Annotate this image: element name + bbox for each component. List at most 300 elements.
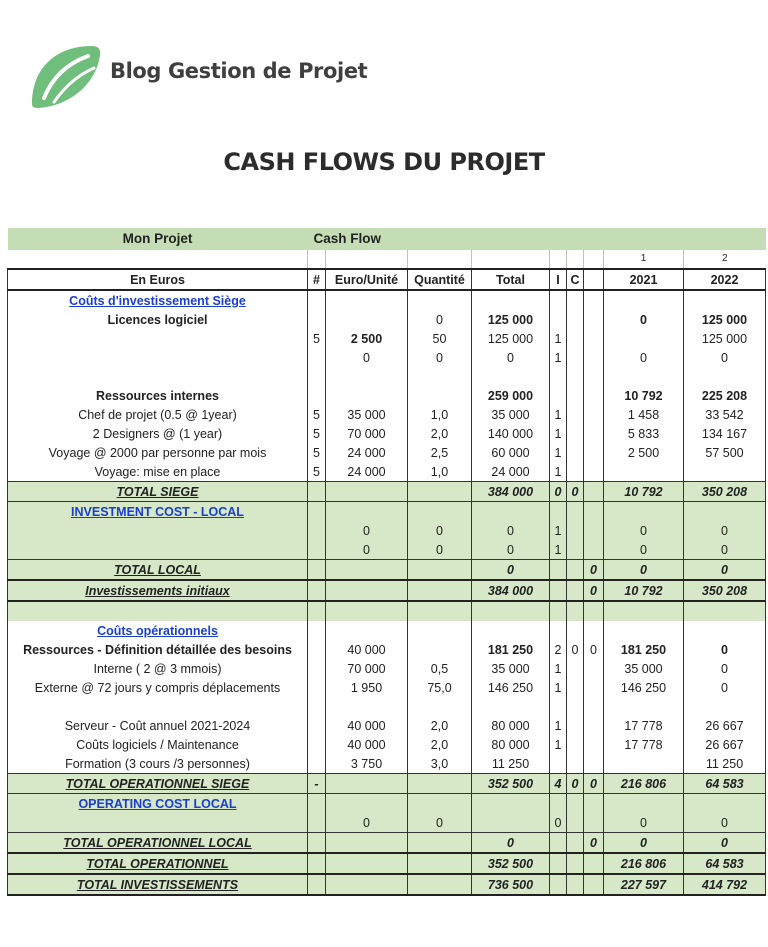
table-cell: Serveur - Coût annuel 2021-2024 [8, 716, 308, 735]
table-cell [550, 794, 567, 814]
table-row [8, 462, 766, 482]
table-cell[interactable]: Coûts opérationnels [8, 621, 308, 640]
table-cell: 1 [550, 521, 567, 540]
table-cell [567, 874, 584, 895]
table-cell: 1 458 [604, 405, 684, 424]
table-cell [584, 754, 604, 774]
project-name: Mon Projet [8, 228, 308, 250]
table-cell: 1 [550, 540, 567, 560]
table-row [8, 502, 766, 522]
table-cell [326, 621, 408, 640]
table-cell: 3,0 [408, 754, 472, 774]
table-cell: 5 [308, 443, 326, 462]
table-row [8, 678, 766, 697]
table-cell [550, 560, 567, 581]
table-cell [326, 560, 408, 581]
table-cell: 0 [472, 348, 550, 367]
table-cell [408, 853, 472, 874]
table-cell: 352 500 [472, 853, 550, 874]
table-cell [408, 640, 472, 659]
table-cell [308, 853, 326, 874]
table-cell [308, 367, 326, 386]
table-cell [8, 697, 308, 716]
table-cell: 0 [684, 540, 766, 560]
table-row [8, 716, 766, 735]
year-index-row [8, 250, 766, 269]
table-cell [584, 482, 604, 502]
table-cell: 0 [326, 813, 408, 833]
table-cell: 1 [550, 678, 567, 697]
table-cell: 2,5 [408, 443, 472, 462]
table-cell [584, 813, 604, 833]
table-cell [408, 794, 472, 814]
table-cell: 4 [550, 774, 567, 794]
table-cell: 0 [684, 813, 766, 833]
table-cell: Voyage: mise en place [8, 462, 308, 482]
table-cell: 0 [408, 813, 472, 833]
table-cell: 146 250 [472, 678, 550, 697]
table-cell: 181 250 [604, 640, 684, 659]
table-cell: 1 [550, 443, 567, 462]
table-cell [584, 386, 604, 405]
table-cell [584, 874, 604, 895]
table-cell [604, 329, 684, 348]
table-cell [604, 290, 684, 310]
table-cell: 1 [550, 348, 567, 367]
table-cell: 0 [604, 540, 684, 560]
table-cell [567, 521, 584, 540]
table-cell: 2,0 [408, 424, 472, 443]
table-cell: 80 000 [472, 716, 550, 735]
table-cell [684, 367, 766, 386]
table-cell [567, 540, 584, 560]
table-cell: 0 [684, 678, 766, 697]
column-header: Quantité [408, 269, 472, 290]
table-cell [472, 621, 550, 640]
table-cell [308, 621, 326, 640]
table-cell [584, 310, 604, 329]
table-cell: 1 [550, 424, 567, 443]
table-cell [8, 367, 308, 386]
table-cell: 125 000 [472, 310, 550, 329]
table-cell [604, 601, 684, 621]
table-top-header [8, 228, 766, 250]
table-cell: 125 000 [472, 329, 550, 348]
table-row [8, 290, 766, 310]
table-cell [408, 386, 472, 405]
table-cell [584, 462, 604, 482]
table-cell: 1 [550, 462, 567, 482]
table-cell [308, 813, 326, 833]
table-cell [308, 521, 326, 540]
table-cell [408, 290, 472, 310]
table-cell: 225 208 [684, 386, 766, 405]
table-cell [308, 678, 326, 697]
column-header: # [308, 269, 326, 290]
table-cell: 1 [550, 659, 567, 678]
table-cell[interactable]: INVESTMENT COST - LOCAL [8, 502, 308, 522]
table-cell [326, 601, 408, 621]
table-cell [684, 462, 766, 482]
table-cell: 736 500 [472, 874, 550, 895]
table-cell [472, 601, 550, 621]
table-cell: 146 250 [604, 678, 684, 697]
table-cell [584, 329, 604, 348]
table-cell [550, 290, 567, 310]
table-cell: 1 [550, 716, 567, 735]
table-cell: 350 208 [684, 482, 766, 502]
table-cell [8, 601, 308, 621]
table-cell [308, 735, 326, 754]
table-cell: 0 [326, 348, 408, 367]
table-cell: 0 [567, 774, 584, 794]
table-cell: 35 000 [326, 405, 408, 424]
table-cell [567, 601, 584, 621]
table-cell: 57 500 [684, 443, 766, 462]
table-cell [584, 424, 604, 443]
table-cell: 384 000 [472, 580, 550, 601]
table-cell [684, 697, 766, 716]
table-cell: 40 000 [326, 640, 408, 659]
table-cell [308, 716, 326, 735]
table-cell: 1 950 [326, 678, 408, 697]
table-cell: 0 [472, 521, 550, 540]
table-cell: 50 [408, 329, 472, 348]
table-cell [567, 560, 584, 581]
table-cell: TOTAL OPERATIONNEL LOCAL [8, 833, 308, 854]
table-cell [8, 813, 308, 833]
table-cell [567, 580, 584, 601]
table-cell [550, 310, 567, 329]
table-cell [567, 443, 584, 462]
table-row [8, 735, 766, 754]
table-cell [584, 621, 604, 640]
table-cell: 24 000 [326, 443, 408, 462]
table-cell [326, 833, 408, 854]
table-cell [684, 502, 766, 522]
table-cell [308, 697, 326, 716]
table-cell: Externe @ 72 jours y compris déplacements [8, 678, 308, 697]
table-cell [472, 367, 550, 386]
table-cell [308, 310, 326, 329]
table-cell [567, 813, 584, 833]
table-row [8, 560, 766, 581]
table-row [8, 443, 766, 462]
column-header [584, 269, 604, 290]
table-cell: 0 [584, 560, 604, 581]
table-cell [326, 367, 408, 386]
table-cell: 10 792 [604, 580, 684, 601]
table-cell [550, 580, 567, 601]
table-cell: Formation (3 cours /3 personnes) [8, 754, 308, 774]
table-cell: 2 500 [604, 443, 684, 462]
table-cell: 40 000 [326, 716, 408, 735]
table-cell [584, 735, 604, 754]
table-cell [567, 659, 584, 678]
table-cell: 0 [584, 833, 604, 854]
table-cell: 5 [308, 329, 326, 348]
table-cell [326, 482, 408, 502]
table-cell [308, 640, 326, 659]
table-cell [308, 601, 326, 621]
table-cell: 181 250 [472, 640, 550, 659]
table-cell [308, 794, 326, 814]
table-cell [604, 754, 684, 774]
table-cell [326, 874, 408, 895]
column-header: 2022 [684, 269, 766, 290]
table-cell: 0 [684, 560, 766, 581]
table-row [8, 697, 766, 716]
table-cell: 259 000 [472, 386, 550, 405]
table-cell [308, 540, 326, 560]
table-cell [308, 754, 326, 774]
table-cell [408, 874, 472, 895]
table-cell [550, 853, 567, 874]
table-row [8, 482, 766, 502]
table-cell [550, 367, 567, 386]
table-cell: 0 [408, 521, 472, 540]
table-cell: 35 000 [604, 659, 684, 678]
table-cell [326, 794, 408, 814]
table-cell: 0 [567, 640, 584, 659]
table-cell: 0 [408, 310, 472, 329]
cashflow-label: Cash Flow [308, 228, 766, 250]
column-header: Total [472, 269, 550, 290]
table-cell [472, 697, 550, 716]
table-cell [472, 794, 550, 814]
table-cell [408, 367, 472, 386]
table-cell [684, 601, 766, 621]
table-row [8, 853, 766, 874]
table-cell [584, 716, 604, 735]
table-cell [550, 621, 567, 640]
table-cell [584, 659, 604, 678]
table-cell[interactable]: Coûts d'investissement Siège [8, 290, 308, 310]
table-cell: 125 000 [684, 310, 766, 329]
table-cell [472, 502, 550, 522]
table-cell [567, 386, 584, 405]
table-cell [567, 735, 584, 754]
table-row [8, 329, 766, 348]
table-cell [550, 601, 567, 621]
table-cell: 26 667 [684, 735, 766, 754]
table-cell [408, 697, 472, 716]
table-cell: 1 [550, 329, 567, 348]
table-cell [684, 621, 766, 640]
table-cell: 0,5 [408, 659, 472, 678]
column-header: 2021 [604, 269, 684, 290]
table-row [8, 521, 766, 540]
table-cell: 2 500 [326, 329, 408, 348]
table-cell [567, 502, 584, 522]
table-cell: 64 583 [684, 774, 766, 794]
table-cell [567, 621, 584, 640]
table-cell [604, 367, 684, 386]
table-cell [567, 310, 584, 329]
table-cell [408, 502, 472, 522]
table-cell [408, 601, 472, 621]
column-header-row [8, 269, 766, 290]
table-cell: 216 806 [604, 774, 684, 794]
table-cell: 5 833 [604, 424, 684, 443]
table-row [8, 874, 766, 895]
table-cell: 60 000 [472, 443, 550, 462]
table-cell: Voyage @ 2000 par personne par mois [8, 443, 308, 462]
table-cell [408, 774, 472, 794]
table-cell: 352 500 [472, 774, 550, 794]
table-cell [604, 621, 684, 640]
table-cell [326, 502, 408, 522]
table-cell [326, 580, 408, 601]
table-cell: Coûts logiciels / Maintenance [8, 735, 308, 754]
table-cell: 35 000 [472, 659, 550, 678]
table-cell [684, 794, 766, 814]
table-cell: 0 [604, 310, 684, 329]
table-cell [308, 580, 326, 601]
table-row [8, 386, 766, 405]
table-cell: 2,0 [408, 735, 472, 754]
column-header: En Euros [8, 269, 308, 290]
table-cell [550, 697, 567, 716]
table-cell: 1,0 [408, 462, 472, 482]
table-cell [567, 348, 584, 367]
table-row [8, 424, 766, 443]
table-cell: 17 778 [604, 735, 684, 754]
page-title: CASH FLOWS DU PROJET [223, 148, 545, 176]
brand-name: Blog Gestion de Projet [110, 59, 368, 83]
table-cell [308, 386, 326, 405]
table-cell [604, 794, 684, 814]
table-cell: 0 [684, 521, 766, 540]
table-cell [567, 424, 584, 443]
table-row [8, 310, 766, 329]
table-cell [472, 813, 550, 833]
table-cell [604, 502, 684, 522]
table-cell [684, 290, 766, 310]
column-header: C [567, 269, 584, 290]
table-cell [326, 853, 408, 874]
table-cell [308, 290, 326, 310]
table-row [8, 640, 766, 659]
table-cell: 80 000 [472, 735, 550, 754]
table-cell [584, 794, 604, 814]
cashflow-table [7, 228, 766, 896]
table-cell: 5 [308, 424, 326, 443]
table-cell: 414 792 [684, 874, 766, 895]
table-cell: 3 750 [326, 754, 408, 774]
table-cell [550, 874, 567, 895]
table-cell [567, 290, 584, 310]
table-cell [567, 329, 584, 348]
table-cell: 0 [684, 640, 766, 659]
table-cell: 2 [550, 640, 567, 659]
table-cell: Chef de projet (0.5 @ 1year) [8, 405, 308, 424]
table-cell [308, 560, 326, 581]
table-cell: 0 [550, 482, 567, 502]
table-cell: 5 [308, 462, 326, 482]
table-cell [584, 367, 604, 386]
table-cell: 0 [472, 540, 550, 560]
table-cell: TOTAL LOCAL [8, 560, 308, 581]
table-row [8, 833, 766, 854]
table-row [8, 621, 766, 640]
table-row [8, 659, 766, 678]
table-cell: 0 [326, 521, 408, 540]
table-cell: 11 250 [684, 754, 766, 774]
table-cell: 384 000 [472, 482, 550, 502]
table-cell [308, 502, 326, 522]
year-index-1: 1 [604, 250, 684, 269]
table-row [8, 540, 766, 560]
table-cell: 134 167 [684, 424, 766, 443]
table-cell: 40 000 [326, 735, 408, 754]
table-cell [567, 697, 584, 716]
table-cell [567, 794, 584, 814]
table-cell: 0 [584, 774, 604, 794]
table-row [8, 794, 766, 814]
table-cell [584, 502, 604, 522]
table-cell: 33 542 [684, 405, 766, 424]
table-cell [472, 290, 550, 310]
table-cell [567, 833, 584, 854]
table-cell: 0 [684, 833, 766, 854]
table-cell: Ressources internes [8, 386, 308, 405]
table-cell [8, 521, 308, 540]
table-cell [408, 833, 472, 854]
table-cell: 0 [472, 833, 550, 854]
table-cell [584, 697, 604, 716]
table-cell [550, 502, 567, 522]
table-cell: 0 [584, 580, 604, 601]
table-cell: 0 [584, 640, 604, 659]
table-cell: 24 000 [472, 462, 550, 482]
table-cell: 1,0 [408, 405, 472, 424]
table-cell: 0 [684, 348, 766, 367]
table-row [8, 580, 766, 601]
table-cell: 0 [604, 833, 684, 854]
table-row [8, 367, 766, 386]
table-cell [584, 290, 604, 310]
year-index-2: 2 [684, 250, 766, 269]
table-cell [604, 697, 684, 716]
table-cell [408, 482, 472, 502]
table-cell [326, 386, 408, 405]
table-cell: 5 [308, 405, 326, 424]
table-cell [308, 482, 326, 502]
table-cell: 0 [408, 348, 472, 367]
table-cell: 0 [472, 560, 550, 581]
table-cell: 0 [604, 521, 684, 540]
table-cell [8, 540, 308, 560]
table-cell: 17 778 [604, 716, 684, 735]
table-cell: Ressources - Définition détaillée des besoins [8, 640, 308, 659]
table-cell: 2,0 [408, 716, 472, 735]
table-cell: TOTAL INVESTISSEMENTS [8, 874, 308, 895]
table-cell [584, 540, 604, 560]
table-cell: TOTAL OPERATIONNEL [8, 853, 308, 874]
table-cell [408, 580, 472, 601]
table-cell[interactable]: OPERATING COST LOCAL [8, 794, 308, 814]
table-cell: 227 597 [604, 874, 684, 895]
table-cell: 140 000 [472, 424, 550, 443]
table-cell: 0 [684, 659, 766, 678]
table-row [8, 601, 766, 621]
table-cell: 64 583 [684, 853, 766, 874]
table-cell: 75,0 [408, 678, 472, 697]
table-cell: Investissements initiaux [8, 580, 308, 601]
table-cell [604, 462, 684, 482]
table-cell: 0 [408, 540, 472, 560]
